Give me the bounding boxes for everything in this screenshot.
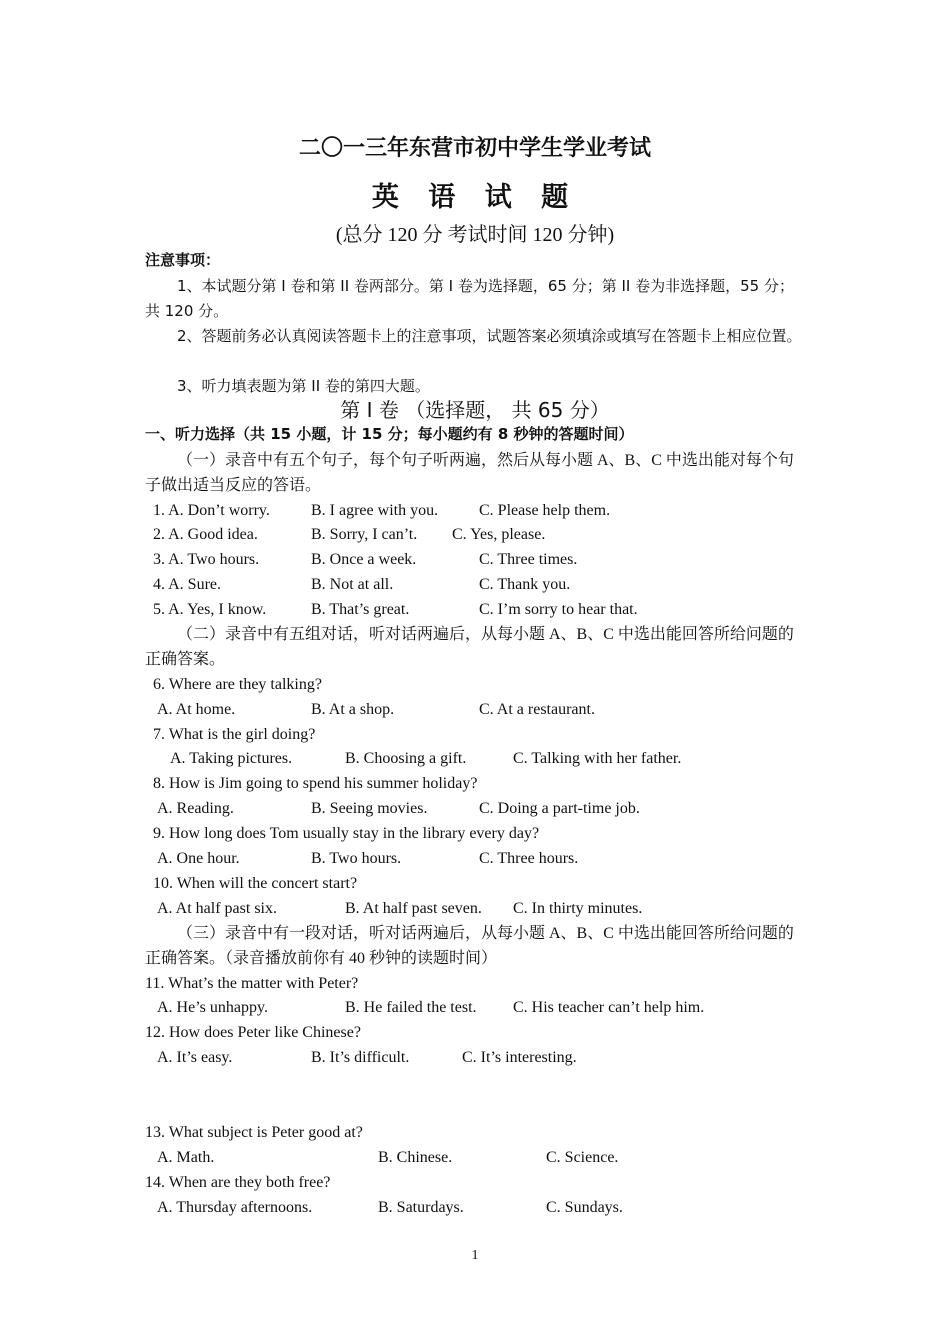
q1-option-b: B. I agree with you. (311, 502, 439, 519)
q7-question: 7. What is the girl doing? (153, 726, 316, 743)
q14-option-b: B. Saturdays. (378, 1199, 464, 1216)
notes-heading: 注意事项： (145, 251, 221, 269)
q9-question: 9. How long does Tom usually stay in the library every day? (153, 825, 540, 842)
q5-option-a: 5. A. Yes, I know. (153, 601, 267, 618)
q14-question: 14. When are they both free? (145, 1174, 331, 1191)
sub3-instructions: （三）录音中有一段对话，听对话两遍后，从每小题 A、B、C 中选出能回答所给问题的正确答案。（录音播放前你有 40 秒钟的读题时间） (145, 925, 794, 967)
q6-option-b: B. At a shop. (311, 701, 395, 718)
q9-option-a: A. One hour. (157, 850, 240, 867)
q6-option-c: C. At a restaurant. (479, 701, 595, 718)
q5-option-b: B. That’s great. (311, 601, 410, 618)
q8-option-b: B. Seeing movies. (311, 800, 428, 817)
q8-option-c: C. Doing a part-time job. (479, 800, 640, 817)
q8-question: 8. How is Jim going to spend his summer holiday? (153, 775, 478, 792)
q13-question: 13. What subject is Peter good at? (145, 1124, 363, 1141)
subject-title: 英 语 试 题 (371, 182, 579, 213)
q7-option-c: C. Talking with her father. (513, 750, 682, 767)
q11-option-b: B. He failed the test. (345, 999, 477, 1016)
q10-question: 10. When will the concert start? (153, 875, 358, 892)
q12-question: 12. How does Peter like Chinese? (145, 1024, 361, 1041)
exam-title: 二〇一三年东营市初中学生学业考试 (298, 136, 651, 161)
q12-option-a: A. It’s easy. (157, 1049, 233, 1066)
section-title: 一、听力选择（共 15 小题，计 15 分；每小题约有 8 秒钟的答题时间） (145, 425, 634, 443)
q1-option-a: 1. A. Don’t worry. (153, 502, 270, 519)
q7-option-b: B. Choosing a gift. (345, 750, 467, 767)
q1-option-c: C. Please help them. (479, 502, 611, 519)
q10-option-a: A. At half past six. (157, 900, 277, 917)
q4-option-c: C. Thank you. (479, 576, 571, 593)
q11-question: 11. What’s the matter with Peter? (145, 975, 359, 992)
q14-option-a: A. Thursday afternoons. (157, 1199, 313, 1216)
note-item-3: 3、听力填表题为第 II 卷的第四大题。 (177, 377, 430, 395)
q13-option-c: C. Science. (546, 1149, 619, 1166)
q4-option-a: 4. A. Sure. (153, 576, 221, 593)
q9-option-c: C. Three hours. (479, 850, 579, 867)
q3-option-a: 3. A. Two hours. (153, 551, 260, 568)
q2-option-c: C. Yes, please. (452, 526, 546, 543)
sub2-instructions: （二）录音中有五组对话，听对话两遍后，从每小题 A、B、C 中选出能回答所给问题的正确答案。 (145, 626, 794, 668)
q6-option-a: A. At home. (157, 701, 236, 718)
sub1-instructions: （一）录音中有五个句子，每个句子听两遍，然后从每小题 A、B、C 中选出能对每个句子做出适当反应的答语。 (145, 452, 794, 494)
page-number: 1 (471, 1248, 479, 1263)
q13-option-a: A. Math. (157, 1149, 215, 1166)
q13-option-b: B. Chinese. (378, 1149, 453, 1166)
q12-option-b: B. It’s difficult. (311, 1049, 410, 1066)
q7-option-a: A. Taking pictures. (170, 750, 293, 767)
note-item-1: 1、本试题分第 I 卷和第 II 卷两部分。第 I 卷为选择题，65 分；第 II 卷为非选择题，55 分；共 120 分。 (145, 277, 794, 320)
q2-option-a: 2. A. Good idea. (153, 526, 258, 543)
note-item-2: 2、答题前务必认真阅读答题卡上的注意事项，试题答案必须填涂或填写在答题卡上相应位置。 (177, 327, 802, 345)
q6-question: 6. Where are they talking? (153, 676, 322, 693)
q12-option-c: C. It’s interesting. (462, 1049, 577, 1066)
q11-option-a: A. He’s unhappy. (157, 999, 268, 1016)
q5-option-c: C. I’m sorry to hear that. (479, 601, 638, 618)
q14-option-c: C. Sundays. (546, 1199, 623, 1216)
q9-option-b: B. Two hours. (311, 850, 402, 867)
q10-option-c: C. In thirty minutes. (513, 900, 643, 917)
q8-option-a: A. Reading. (157, 800, 234, 817)
q3-option-c: C. Three times. (479, 551, 578, 568)
q10-option-b: B. At half past seven. (345, 900, 482, 917)
q3-option-b: B. Once a week. (311, 551, 417, 568)
q4-option-b: B. Not at all. (311, 576, 394, 593)
part-one-title: 第 I 卷 （选择题， 共 65 分） (340, 398, 610, 422)
score-time: (总分 120 分 考试时间 120 分钟) (335, 224, 615, 246)
q2-option-b: B. Sorry, I can’t. (311, 526, 418, 543)
q11-option-c: C. His teacher can’t help him. (513, 999, 705, 1016)
